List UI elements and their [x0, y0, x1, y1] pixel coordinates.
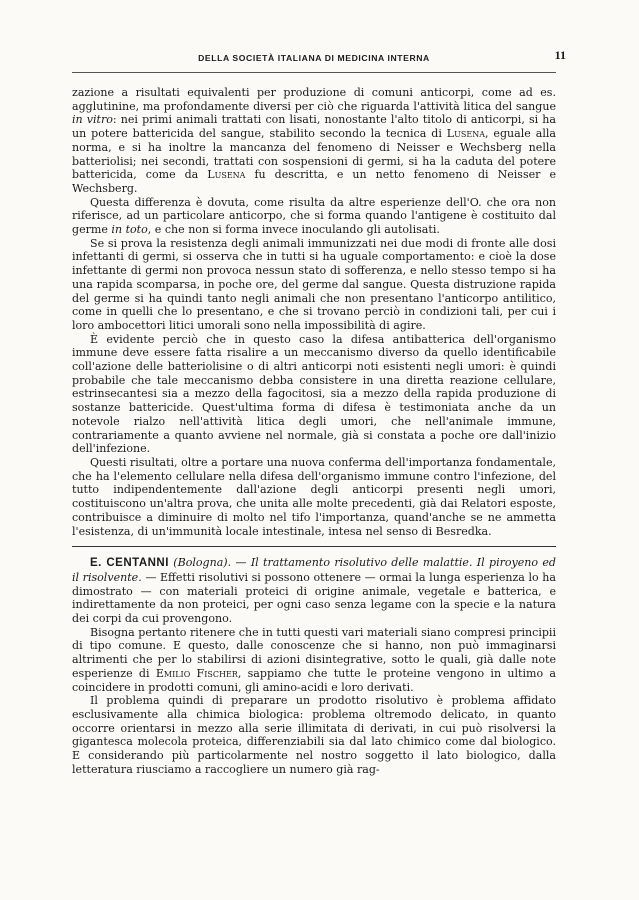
paragraph-5: Questi risultati, oltre a portare una nuova conferma dell'importanza fondamentale, che ha l'elemento cellulare nella difesa dell'organismo immune contro l'infezione, del tutto indipendentemente dall'azione degli anticorpi presenti negli umori, costituiscono un'altra prova, che unita alle molte precedenti, già dai Relatori esposte, contribuisce a diminuire di molto nel tifo l'importanza, quand'anche se ne ammetta l'esistenza, di un'immunità locale intestinale, intesa nel senso di Besredka.	[72, 455, 556, 538]
author-place: (Bologna).	[173, 556, 232, 570]
paragraph-4: È evidente perciò che in questo caso la difesa antibatterica dell'organismo immune deve essere fatta risalire a un meccanismo diverso da quello identificabile coll'azione delle batteriolisine o di altri anticorpi noti esistenti negli umori: è quindi probabile che tale meccanismo debba consistere in una diretta reazione cellulare, estrinsecantesi sia a mezzo della fagocitosi, sia a mezzo della rapida produzione di sostanze battericide. Quest'ultima forma di difesa è testimoniata anche da un notevole rialzo nell'attività litica degli umori, che nell'animale immune, contrariamente a quanto avviene nel normale, già si constata a poche ore dall'inizio dell'infezione.	[72, 332, 556, 456]
paragraph-2: Questa differenza è dovuta, come risulta da altre esperienze dell'O. che ora non riferisce, ad un particolare anticorpo, che si forma quando l'antigene è costituito dal germe in toto, e che non si forma invece inoculando gli autolisati.	[72, 195, 556, 237]
paragraph-3: Se si prova la resistenza degli animali immunizzati nei due modi di fronte alle dosi infettanti di germi, si osserva che in tutti si ha uguale comportamento: e cioè la dose infettante di germi non provoca nessun stato di sofferenza, e nello stesso tempo si ha una rapida scomparsa, in poche ore, del germe dal sangue. Questa distruzione rapida del germe si ha quindi tanto negli animali che non presentano l'anticorpo antilitico, come in quelli che lo presentano, e che si trovano perciò in condizioni tali, per cui i loro ambocettori litici umorali sono nella impossibilità di agire.	[72, 236, 556, 332]
name-fischer: Emilio Fischer	[155, 666, 238, 680]
paragraph-6: E. CENTANNI (Bologna). — Il trattamento risolutivo delle malattie. Il piroyeno ed il risolvente. — Effetti risolutivi si possono ottenere — ormai la lunga esperienza lo ha dimostrato — con materiali proteici di origine animale, vegetale e batterica, e indirettamente da non proteici, per ogni caso senza legame con la specie e la natura dei corpi da cui provengono.	[72, 556, 557, 626]
author-name: E. CENTANNI	[90, 557, 169, 570]
name-lusena: Lusena	[207, 168, 246, 182]
paragraph-7: Bisogna pertanto ritenere che in tutti questi vari materiali siano compresi principii di tipo comune. E questo, dalle conoscenze che si hanno, non può immaginarsi altrimenti che per lo stabilirsi di azioni disintegrative, sotto le quali, già dalle note esperienze di Emilio Fischer, sappiamo che tutte le proteine vengono in ultimo a coincidere in prodotti comuni, gli amino-acidi e loro derivati.	[72, 625, 556, 694]
emphasis-in-toto: in toto	[111, 223, 148, 237]
document-page	[72, 48, 566, 776]
page-number: 11	[554, 48, 566, 62]
section-rule	[72, 546, 556, 547]
header-title: DELLA SOCIETÀ ITALIANA DI MEDICINA INTERNA	[198, 53, 430, 63]
header-rule	[72, 72, 556, 73]
article-title: Il trattamento risolutivo delle malattie. Il piroyeno ed il risolvente.	[72, 556, 557, 584]
emphasis-in-vitro: in vitro	[72, 113, 113, 127]
paragraph-1: zazione a risultati equivalenti per produzione di comuni anticorpi, come ad es. agglutinine, ma profondamente diversi per ciò che riguarda l'attività litica del sangue in vitro: nei primi animali trattati con lisati, nonostante l'alto titolo di anticorpi, si ha un potere battericida del sangue, stabilito secondo la tecnica di Lusena, eguale alla norma, e si ha inoltre la mancanza del fenomeno di Neisser e Wechsberg nella batteriolisi; nei secondi, trattati con sospensioni di germi, si ha la caduta del potere battericida, come da Lusena fu descritta, e un netto fenomeno di Neisser e Wechsberg.	[72, 86, 556, 195]
paragraph-8: Il problema quindi di preparare un prodotto risolutivo è problema affidato esclusivamente alla chimica biologica: problema oltremodo delicato, in quanto occorre orientarsi in mezzo alla serie illimitata di derivati, in cui può risolversi la gigantesca molecola proteica, differenziabili sia dal lato chimico come dal biologico. E considerando più particolarmente nel nostro soggetto il lato biologico, dalla letteratura riusciamo a raccogliere un numero già rag-	[72, 694, 556, 776]
name-lusena: Lusena	[446, 127, 485, 141]
running-header	[72, 48, 566, 66]
